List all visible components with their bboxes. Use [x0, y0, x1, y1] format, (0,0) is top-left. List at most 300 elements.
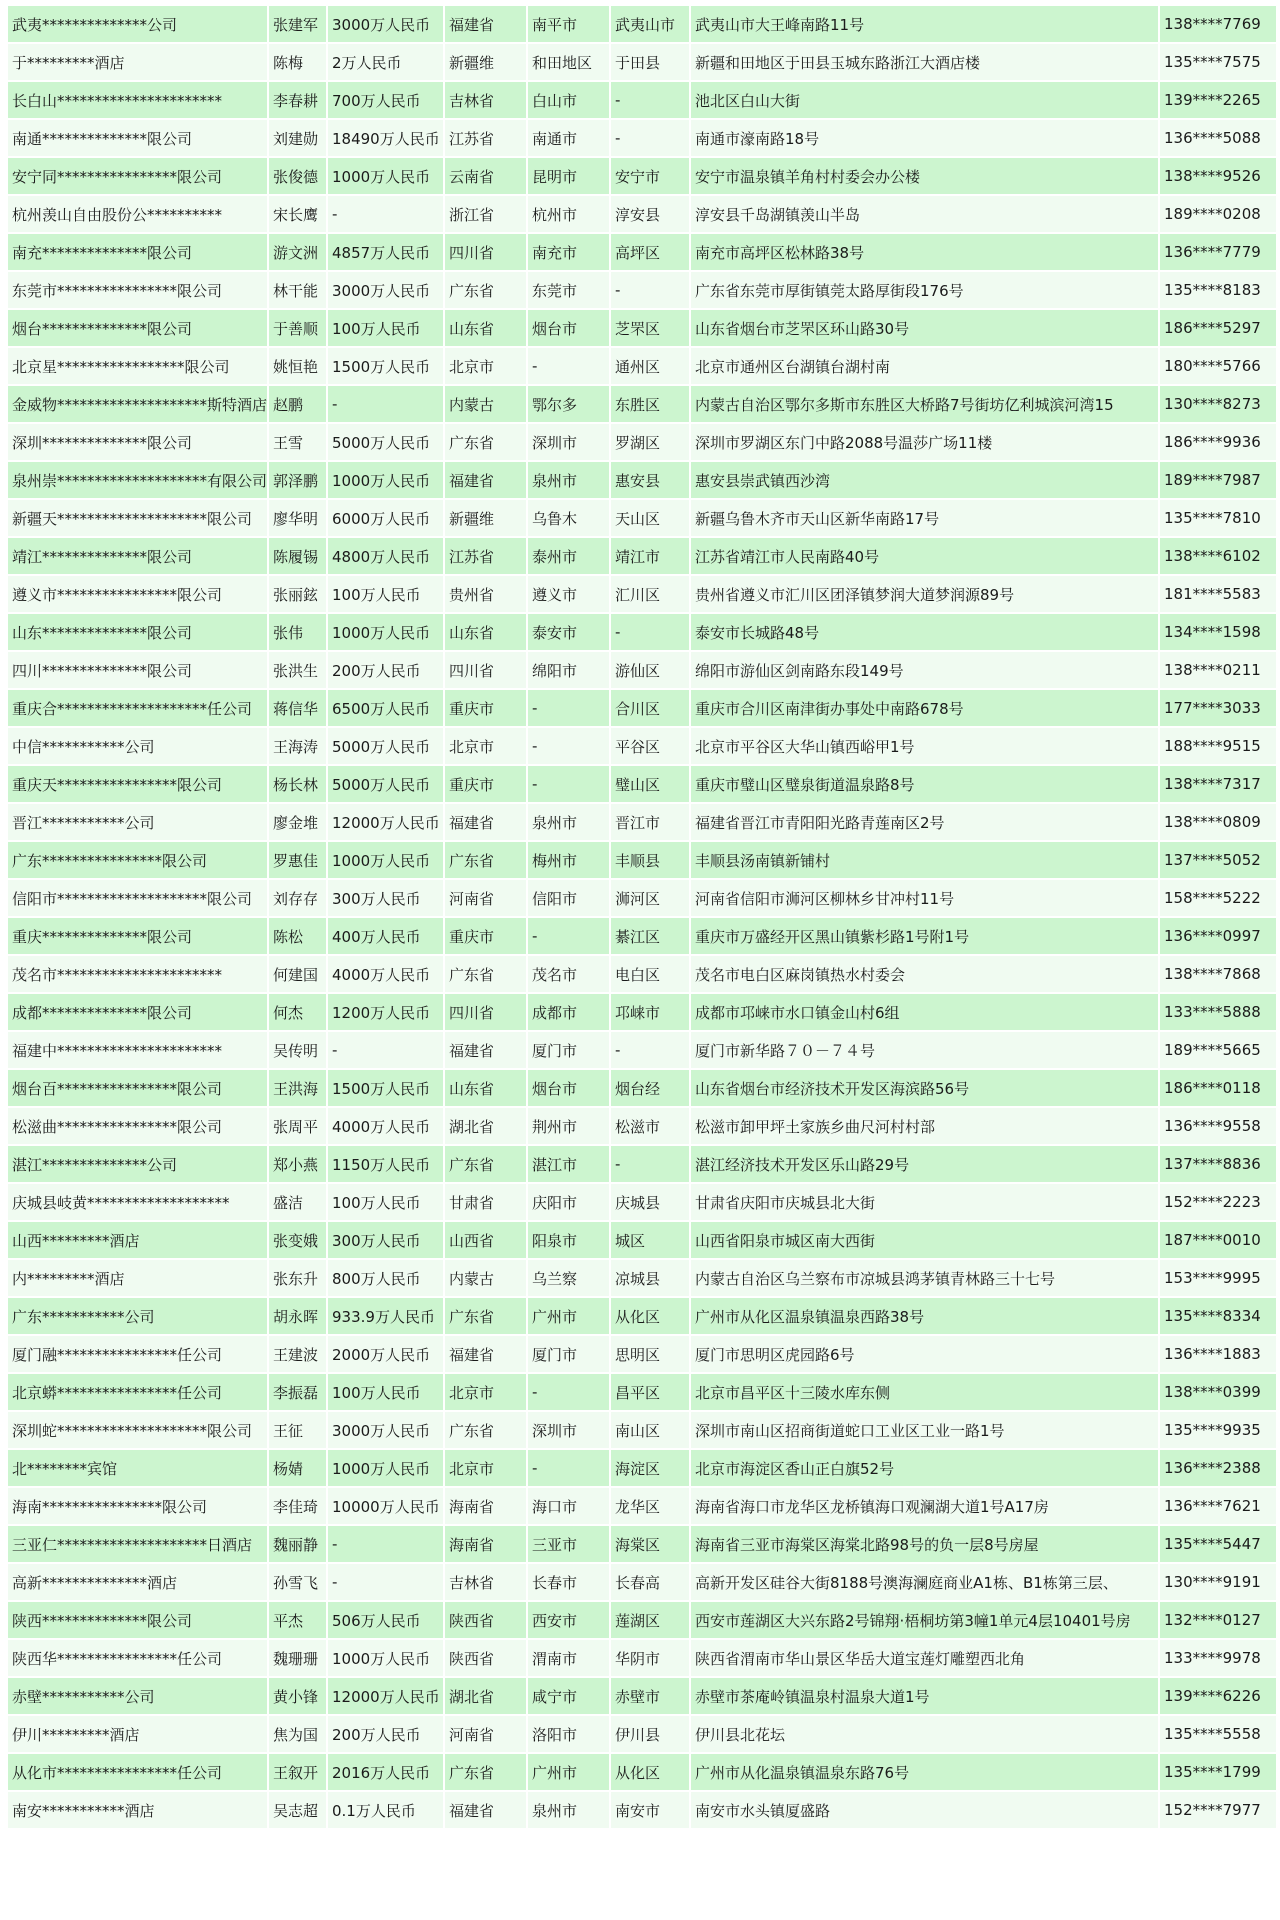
address-cell: 茂名市电白区麻岗镇热水村委会 [691, 956, 1158, 992]
phone-cell: 130****9191 [1160, 1564, 1276, 1600]
district-cell: 合川区 [611, 690, 689, 726]
registered-capital-cell: 506万人民币 [328, 1602, 443, 1638]
district-cell: 长春高 [611, 1564, 689, 1600]
registered-capital-cell: 5000万人民币 [328, 766, 443, 802]
company-name-cell: 重庆**************限公司 [8, 918, 267, 954]
address-cell: 北京市昌平区十三陵水库东侧 [691, 1374, 1158, 1410]
table-row [8, 1564, 1276, 1600]
table-body [8, 6, 1276, 1828]
phone-cell: 189****5665 [1160, 1032, 1276, 1068]
registered-capital-cell: 12000万人民币 [328, 804, 443, 840]
province-cell: 福建省 [445, 1792, 526, 1828]
table-row [8, 804, 1276, 840]
registered-capital-cell: 100万人民币 [328, 1184, 443, 1220]
phone-cell: 135****7575 [1160, 44, 1276, 80]
company-name-cell: 茂名市********************** [8, 956, 267, 992]
company-name-cell: 中信***********公司 [8, 728, 267, 764]
city-cell: 洛阳市 [528, 1716, 609, 1752]
phone-cell: 138****6102 [1160, 538, 1276, 574]
registered-capital-cell: 933.9万人民币 [328, 1298, 443, 1334]
contact-name-cell: 赵鹏 [269, 386, 326, 422]
contact-name-cell: 张变娥 [269, 1222, 326, 1258]
district-cell: 高坪区 [611, 234, 689, 270]
address-cell: 河南省信阳市浉河区柳林乡甘冲村11号 [691, 880, 1158, 916]
city-cell: 昆明市 [528, 158, 609, 194]
address-cell: 甘肃省庆阳市庆城县北大街 [691, 1184, 1158, 1220]
table-row [8, 158, 1276, 194]
city-cell: 泰州市 [528, 538, 609, 574]
city-cell: 渭南市 [528, 1640, 609, 1676]
contact-name-cell: 吴传明 [269, 1032, 326, 1068]
table-row [8, 1184, 1276, 1220]
phone-cell: 180****5766 [1160, 348, 1276, 384]
province-cell: 河南省 [445, 880, 526, 916]
phone-cell: 136****1883 [1160, 1336, 1276, 1372]
registered-capital-cell: 5000万人民币 [328, 424, 443, 460]
phone-cell: 139****6226 [1160, 1678, 1276, 1714]
registered-capital-cell: 1500万人民币 [328, 348, 443, 384]
city-cell: 泉州市 [528, 462, 609, 498]
province-cell: 云南省 [445, 158, 526, 194]
contact-name-cell: 盛洁 [269, 1184, 326, 1220]
company-name-cell: 新疆天********************限公司 [8, 500, 267, 536]
registered-capital-cell: 2万人民币 [328, 44, 443, 80]
address-cell: 新疆和田地区于田县玉城东路浙江大酒店楼 [691, 44, 1158, 80]
city-cell: 乌兰察 [528, 1260, 609, 1296]
district-cell: - [611, 120, 689, 156]
province-cell: 河南省 [445, 1716, 526, 1752]
city-cell: 广州市 [528, 1298, 609, 1334]
district-cell: 晋江市 [611, 804, 689, 840]
city-cell: 泉州市 [528, 1792, 609, 1828]
district-cell: 邛崃市 [611, 994, 689, 1030]
address-cell: 绵阳市游仙区剑南路东段149号 [691, 652, 1158, 688]
registered-capital-cell: 1000万人民币 [328, 842, 443, 878]
district-cell: 华阴市 [611, 1640, 689, 1676]
table-row [8, 120, 1276, 156]
contact-name-cell: 李春耕 [269, 82, 326, 118]
city-cell: 深圳市 [528, 424, 609, 460]
address-cell: 广州市从化区温泉镇温泉西路38号 [691, 1298, 1158, 1334]
table-row [8, 1602, 1276, 1638]
address-cell: 北京市海淀区香山正白旗52号 [691, 1450, 1158, 1486]
table-row [8, 1260, 1276, 1296]
phone-cell: 186****5297 [1160, 310, 1276, 346]
district-cell: 淳安县 [611, 196, 689, 232]
district-cell: 天山区 [611, 500, 689, 536]
province-cell: 江苏省 [445, 120, 526, 156]
phone-cell: 134****1598 [1160, 614, 1276, 650]
registered-capital-cell: - [328, 1032, 443, 1068]
contact-name-cell: 张丽鉉 [269, 576, 326, 612]
company-name-cell: 陕西华****************任公司 [8, 1640, 267, 1676]
company-name-cell: 海南****************限公司 [8, 1488, 267, 1524]
company-name-cell: 陕西**************限公司 [8, 1602, 267, 1638]
city-cell: 茂名市 [528, 956, 609, 992]
phone-cell: 136****2388 [1160, 1450, 1276, 1486]
phone-cell: 136****5088 [1160, 120, 1276, 156]
phone-cell: 181****5583 [1160, 576, 1276, 612]
contact-name-cell: 陈履锡 [269, 538, 326, 574]
city-cell: 三亚市 [528, 1526, 609, 1562]
province-cell: 重庆市 [445, 690, 526, 726]
phone-cell: 188****9515 [1160, 728, 1276, 764]
phone-cell: 133****9978 [1160, 1640, 1276, 1676]
registered-capital-cell: 1150万人民币 [328, 1146, 443, 1182]
province-cell: 重庆市 [445, 918, 526, 954]
district-cell: 赤壁市 [611, 1678, 689, 1714]
district-cell: 綦江区 [611, 918, 689, 954]
address-cell: 内蒙古自治区乌兰察布市凉城县鸿茅镇青林路三十七号 [691, 1260, 1158, 1296]
registered-capital-cell: 800万人民币 [328, 1260, 443, 1296]
contact-name-cell: 张东升 [269, 1260, 326, 1296]
district-cell: 从化区 [611, 1754, 689, 1790]
city-cell: 绵阳市 [528, 652, 609, 688]
province-cell: 广东省 [445, 842, 526, 878]
province-cell: 湖北省 [445, 1678, 526, 1714]
address-cell: 西安市莲湖区大兴东路2号锦翔·梧桐坊第3幢1单元4层10401号房 [691, 1602, 1158, 1638]
province-cell: 福建省 [445, 804, 526, 840]
phone-cell: 158****5222 [1160, 880, 1276, 916]
district-cell: 庆城县 [611, 1184, 689, 1220]
registered-capital-cell: 4857万人民币 [328, 234, 443, 270]
phone-cell: 135****5447 [1160, 1526, 1276, 1562]
contact-name-cell: 姚恒艳 [269, 348, 326, 384]
district-cell: 通州区 [611, 348, 689, 384]
registered-capital-cell: - [328, 196, 443, 232]
address-cell: 厦门市新华路７０－７４号 [691, 1032, 1158, 1068]
province-cell: 浙江省 [445, 196, 526, 232]
district-cell: 靖江市 [611, 538, 689, 574]
address-cell: 山西省阳泉市城区南大西街 [691, 1222, 1158, 1258]
registered-capital-cell: 6000万人民币 [328, 500, 443, 536]
district-cell: 烟台经 [611, 1070, 689, 1106]
district-cell: 海棠区 [611, 1526, 689, 1562]
contact-name-cell: 李佳琦 [269, 1488, 326, 1524]
province-cell: 贵州省 [445, 576, 526, 612]
table-row [8, 956, 1276, 992]
phone-cell: 138****9526 [1160, 158, 1276, 194]
contact-name-cell: 王雪 [269, 424, 326, 460]
contact-name-cell: 于善顺 [269, 310, 326, 346]
address-cell: 湛江经济技术开发区乐山路29号 [691, 1146, 1158, 1182]
contact-name-cell: 陈梅 [269, 44, 326, 80]
city-cell: 东莞市 [528, 272, 609, 308]
province-cell: 四川省 [445, 994, 526, 1030]
address-cell: 海南省海口市龙华区龙桥镇海口观澜湖大道1号A17房 [691, 1488, 1158, 1524]
contact-name-cell: 张伟 [269, 614, 326, 650]
phone-cell: 137****8836 [1160, 1146, 1276, 1182]
phone-cell: 136****7779 [1160, 234, 1276, 270]
table-row [8, 424, 1276, 460]
city-cell: - [528, 1450, 609, 1486]
contact-name-cell: 胡永晖 [269, 1298, 326, 1334]
address-cell: 山东省烟台市经济技术开发区海滨路56号 [691, 1070, 1158, 1106]
address-cell: 北京市平谷区大华山镇西峪甲1号 [691, 728, 1158, 764]
table-row [8, 538, 1276, 574]
company-name-cell: 内*********酒店 [8, 1260, 267, 1296]
city-cell: 梅州市 [528, 842, 609, 878]
registered-capital-cell: 4000万人民币 [328, 956, 443, 992]
company-name-cell: 深圳**************限公司 [8, 424, 267, 460]
address-cell: 泰安市长城路48号 [691, 614, 1158, 650]
city-cell: 南平市 [528, 6, 609, 42]
contact-name-cell: 张洪生 [269, 652, 326, 688]
registered-capital-cell: 6500万人民币 [328, 690, 443, 726]
contact-name-cell: 王海涛 [269, 728, 326, 764]
company-name-cell: 泉州崇********************有限公司 [8, 462, 267, 498]
registered-capital-cell: 1000万人民币 [328, 614, 443, 650]
company-name-cell: 于*********酒店 [8, 44, 267, 80]
company-name-cell: 南通**************限公司 [8, 120, 267, 156]
district-cell: 南安市 [611, 1792, 689, 1828]
table-row [8, 1222, 1276, 1258]
district-cell: 丰顺县 [611, 842, 689, 878]
address-cell: 南安市水头镇厦盛路 [691, 1792, 1158, 1828]
phone-cell: 138****7317 [1160, 766, 1276, 802]
registered-capital-cell: 100万人民币 [328, 310, 443, 346]
registered-capital-cell: 700万人民币 [328, 82, 443, 118]
city-cell: 乌鲁木 [528, 500, 609, 536]
province-cell: 广东省 [445, 272, 526, 308]
contact-name-cell: 孙雪飞 [269, 1564, 326, 1600]
company-name-cell: 广东***********公司 [8, 1298, 267, 1334]
province-cell: 陕西省 [445, 1602, 526, 1638]
city-cell: 海口市 [528, 1488, 609, 1524]
city-cell: 荆州市 [528, 1108, 609, 1144]
district-cell: 南山区 [611, 1412, 689, 1448]
district-cell: - [611, 614, 689, 650]
address-cell: 惠安县崇武镇西沙湾 [691, 462, 1158, 498]
registered-capital-cell: 3000万人民币 [328, 272, 443, 308]
district-cell: 璧山区 [611, 766, 689, 802]
city-cell: 信阳市 [528, 880, 609, 916]
province-cell: 福建省 [445, 6, 526, 42]
table-row [8, 1716, 1276, 1752]
address-cell: 陕西省渭南市华山景区华岳大道宝莲灯雕塑西北角 [691, 1640, 1158, 1676]
province-cell: 内蒙古 [445, 1260, 526, 1296]
registered-capital-cell: 12000万人民币 [328, 1678, 443, 1714]
contact-name-cell: 何建国 [269, 956, 326, 992]
address-cell: 北京市通州区台湖镇台湖村南 [691, 348, 1158, 384]
table-row [8, 1754, 1276, 1790]
phone-cell: 135****7810 [1160, 500, 1276, 536]
company-name-cell: 金威物********************斯特酒店 [8, 386, 267, 422]
registered-capital-cell: 4800万人民币 [328, 538, 443, 574]
company-name-cell: 杭州羡山自由股份公********** [8, 196, 267, 232]
table-row [8, 614, 1276, 650]
table-row [8, 1526, 1276, 1562]
district-cell: 武夷山市 [611, 6, 689, 42]
table-row [8, 1450, 1276, 1486]
city-cell: 深圳市 [528, 1412, 609, 1448]
contact-name-cell: 何杰 [269, 994, 326, 1030]
table-row [8, 880, 1276, 916]
province-cell: 吉林省 [445, 1564, 526, 1600]
city-cell: 长春市 [528, 1564, 609, 1600]
contact-name-cell: 林干能 [269, 272, 326, 308]
province-cell: 海南省 [445, 1488, 526, 1524]
table-row [8, 82, 1276, 118]
city-cell: 阳泉市 [528, 1222, 609, 1258]
province-cell: 福建省 [445, 1336, 526, 1372]
company-name-cell: 山东**************限公司 [8, 614, 267, 650]
company-name-cell: 赤壁***********公司 [8, 1678, 267, 1714]
company-name-cell: 东莞市****************限公司 [8, 272, 267, 308]
district-cell: 罗湖区 [611, 424, 689, 460]
registered-capital-cell: 100万人民币 [328, 576, 443, 612]
phone-cell: 136****0997 [1160, 918, 1276, 954]
province-cell: 四川省 [445, 234, 526, 270]
company-name-cell: 晋江***********公司 [8, 804, 267, 840]
address-cell: 重庆市合川区南津街办事处中南路678号 [691, 690, 1158, 726]
phone-cell: 186****9936 [1160, 424, 1276, 460]
company-name-cell: 从化市****************任公司 [8, 1754, 267, 1790]
address-cell: 丰顺县汤南镇新铺村 [691, 842, 1158, 878]
district-cell: 松滋市 [611, 1108, 689, 1144]
province-cell: 北京市 [445, 1450, 526, 1486]
registered-capital-cell: 2016万人民币 [328, 1754, 443, 1790]
city-cell: 厦门市 [528, 1336, 609, 1372]
province-cell: 广东省 [445, 1298, 526, 1334]
city-cell: 杭州市 [528, 196, 609, 232]
city-cell: - [528, 766, 609, 802]
phone-cell: 138****7769 [1160, 6, 1276, 42]
address-cell: 高新开发区硅谷大街8188号澳海澜庭商业A1栋、B1栋第三层、 [691, 1564, 1158, 1600]
city-cell: 烟台市 [528, 1070, 609, 1106]
address-cell: 池北区白山大街 [691, 82, 1158, 118]
district-cell: 城区 [611, 1222, 689, 1258]
company-name-cell: 高新**************酒店 [8, 1564, 267, 1600]
registered-capital-cell: 2000万人民币 [328, 1336, 443, 1372]
registered-capital-cell: 18490万人民币 [328, 120, 443, 156]
registered-capital-cell: 1000万人民币 [328, 462, 443, 498]
contact-name-cell: 杨长林 [269, 766, 326, 802]
registered-capital-cell: - [328, 386, 443, 422]
district-cell: 惠安县 [611, 462, 689, 498]
registered-capital-cell: 400万人民币 [328, 918, 443, 954]
district-cell: - [611, 1032, 689, 1068]
district-cell: 电白区 [611, 956, 689, 992]
province-cell: 甘肃省 [445, 1184, 526, 1220]
province-cell: 陕西省 [445, 1640, 526, 1676]
district-cell: - [611, 1146, 689, 1182]
contact-name-cell: 黄小锋 [269, 1678, 326, 1714]
registered-capital-cell: 200万人民币 [328, 652, 443, 688]
company-name-cell: 湛江**************公司 [8, 1146, 267, 1182]
province-cell: 四川省 [445, 652, 526, 688]
contact-name-cell: 魏珊珊 [269, 1640, 326, 1676]
registered-capital-cell: - [328, 1564, 443, 1600]
province-cell: 北京市 [445, 728, 526, 764]
district-cell: 东胜区 [611, 386, 689, 422]
address-cell: 南充市高坪区松林路38号 [691, 234, 1158, 270]
phone-cell: 136****9558 [1160, 1108, 1276, 1144]
company-name-cell: 重庆天****************限公司 [8, 766, 267, 802]
contact-name-cell: 宋长鹰 [269, 196, 326, 232]
city-cell: 鄂尔多 [528, 386, 609, 422]
company-name-cell: 伊川*********酒店 [8, 1716, 267, 1752]
province-cell: 山西省 [445, 1222, 526, 1258]
table-row [8, 1146, 1276, 1182]
city-cell: 成都市 [528, 994, 609, 1030]
province-cell: 广东省 [445, 1754, 526, 1790]
phone-cell: 187****0010 [1160, 1222, 1276, 1258]
table-row [8, 690, 1276, 726]
registered-capital-cell: 1000万人民币 [328, 1640, 443, 1676]
contact-name-cell: 李振磊 [269, 1374, 326, 1410]
company-name-cell: 广东****************限公司 [8, 842, 267, 878]
phone-cell: 133****5888 [1160, 994, 1276, 1030]
company-name-cell: 成都**************限公司 [8, 994, 267, 1030]
company-name-cell: 深圳蛇********************限公司 [8, 1412, 267, 1448]
address-cell: 重庆市万盛经开区黑山镇紫杉路1号附1号 [691, 918, 1158, 954]
phone-cell: 189****7987 [1160, 462, 1276, 498]
province-cell: 北京市 [445, 1374, 526, 1410]
address-cell: 江苏省靖江市人民南路40号 [691, 538, 1158, 574]
address-cell: 厦门市思明区虎园路6号 [691, 1336, 1158, 1372]
registered-capital-cell: 1200万人民币 [328, 994, 443, 1030]
city-cell: 南通市 [528, 120, 609, 156]
contact-name-cell: 郑小燕 [269, 1146, 326, 1182]
contact-name-cell: 罗惠佳 [269, 842, 326, 878]
district-cell: - [611, 272, 689, 308]
phone-cell: 136****7621 [1160, 1488, 1276, 1524]
phone-cell: 152****7977 [1160, 1792, 1276, 1828]
contact-name-cell: 王建波 [269, 1336, 326, 1372]
address-cell: 内蒙古自治区鄂尔多斯市东胜区大桥路7号街坊亿利城滨河湾15 [691, 386, 1158, 422]
city-cell: - [528, 348, 609, 384]
province-cell: 福建省 [445, 1032, 526, 1068]
table-row [8, 1032, 1276, 1068]
contact-name-cell: 杨婧 [269, 1450, 326, 1486]
table-row [8, 348, 1276, 384]
province-cell: 海南省 [445, 1526, 526, 1562]
registered-capital-cell: 1000万人民币 [328, 1450, 443, 1486]
contact-name-cell: 游文洲 [269, 234, 326, 270]
district-cell: 平谷区 [611, 728, 689, 764]
district-cell: 昌平区 [611, 1374, 689, 1410]
phone-cell: 153****9995 [1160, 1260, 1276, 1296]
address-cell: 新疆乌鲁木齐市天山区新华南路17号 [691, 500, 1158, 536]
company-name-cell: 厦门融****************任公司 [8, 1336, 267, 1372]
province-cell: 广东省 [445, 956, 526, 992]
province-cell: 新疆维 [445, 44, 526, 80]
city-cell: 南充市 [528, 234, 609, 270]
registered-capital-cell: 200万人民币 [328, 1716, 443, 1752]
city-cell: 湛江市 [528, 1146, 609, 1182]
city-cell: - [528, 690, 609, 726]
province-cell: 山东省 [445, 1070, 526, 1106]
district-cell: 浉河区 [611, 880, 689, 916]
company-name-cell: 长白山********************** [8, 82, 267, 118]
city-cell: - [528, 1374, 609, 1410]
table-row [8, 994, 1276, 1030]
address-cell: 安宁市温泉镇羊角村村委会办公楼 [691, 158, 1158, 194]
city-cell: 泉州市 [528, 804, 609, 840]
company-name-cell: 武夷**************公司 [8, 6, 267, 42]
contact-name-cell: 王洪海 [269, 1070, 326, 1106]
phone-cell: 132****0127 [1160, 1602, 1276, 1638]
city-cell: 白山市 [528, 82, 609, 118]
company-name-cell: 烟台**************限公司 [8, 310, 267, 346]
table-row [8, 652, 1276, 688]
address-cell: 重庆市璧山区璧泉街道温泉路8号 [691, 766, 1158, 802]
address-cell: 深圳市罗湖区东门中路2088号温莎广场11楼 [691, 424, 1158, 460]
table-row [8, 1336, 1276, 1372]
city-cell: 泰安市 [528, 614, 609, 650]
phone-cell: 135****5558 [1160, 1716, 1276, 1752]
